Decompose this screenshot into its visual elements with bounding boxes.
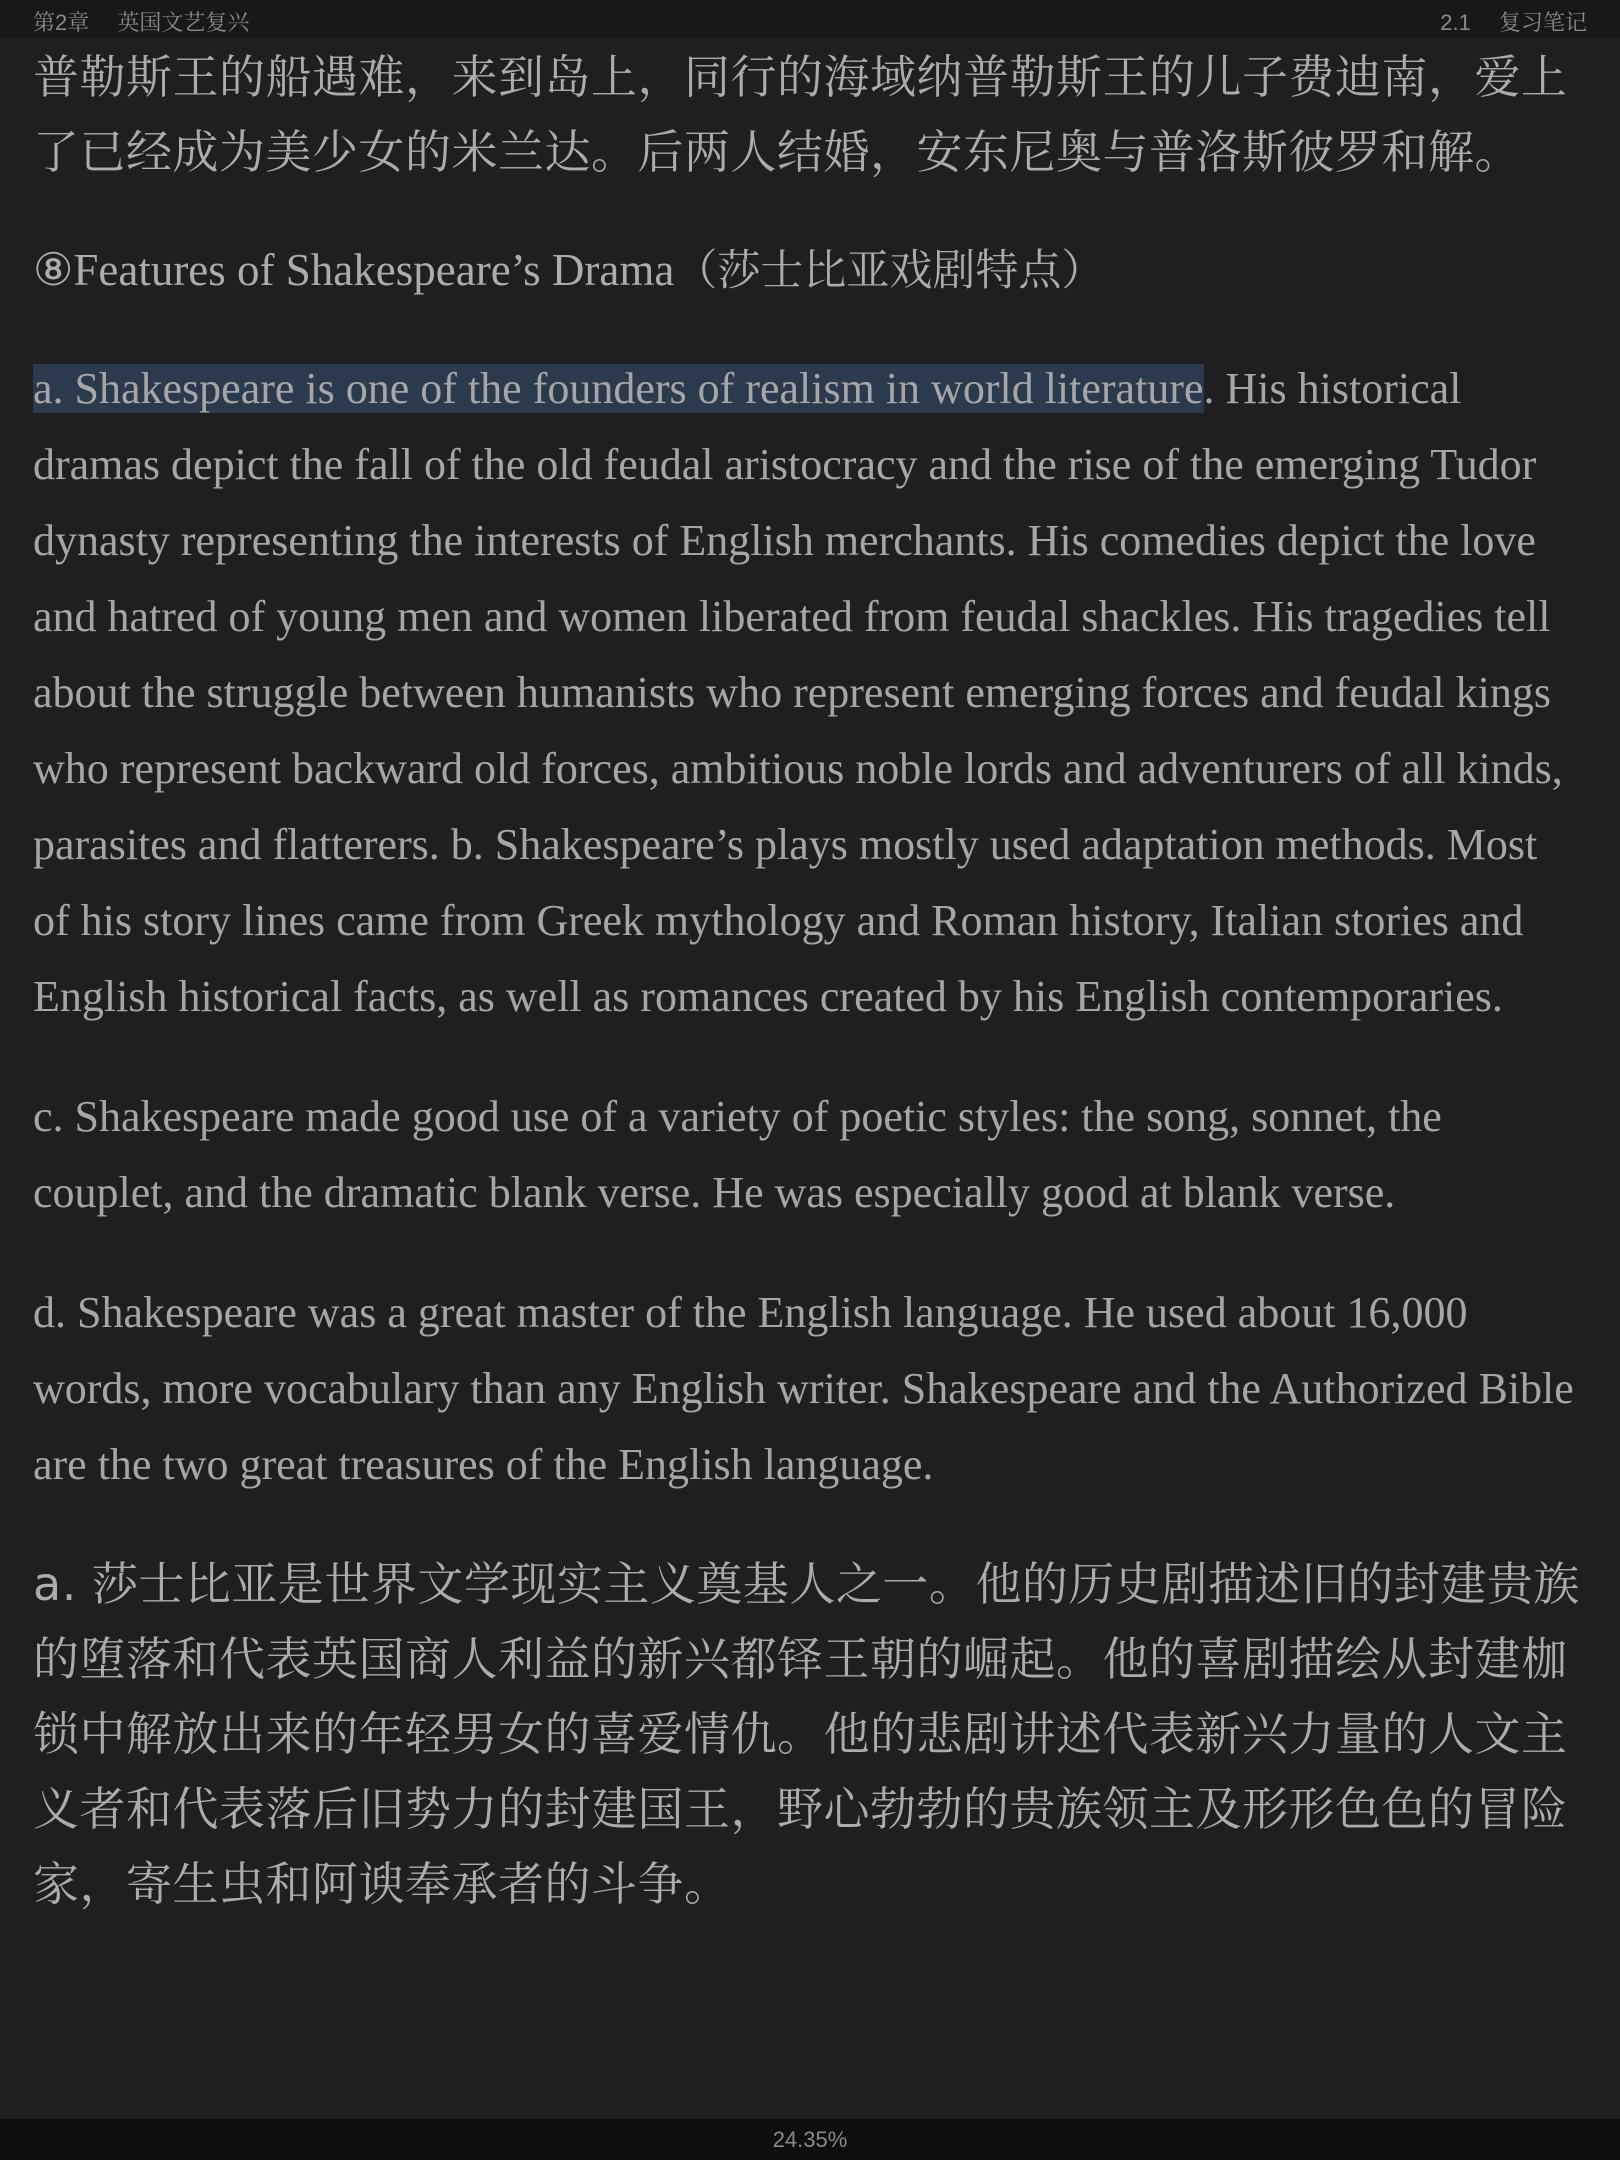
paragraph-chinese-translation[interactable]: a. 莎士比亚是世界文学现实主义奠基人之一。他的历史剧描述旧的封建贵族的堕落和代表英国商人利益的新兴都铎王朝的崛起。他的喜剧描绘从封建枷锁中解放出来的年轻男女的喜爱情仇。他的悲剧讲述代表新兴力量的人文主义者和代表落后旧势力的封建国王，野心勃勃的贵族领主及形形色色的冒险家，寄生虫和阿谀奉承者的斗争。 [33,1557,1580,1911]
section-heading[interactable] [33,232,1583,309]
paragraph-features-ab[interactable] [33,351,1583,1035]
paragraph-feature-d[interactable]: d. Shakespeare was a great master of the English language. He used about 16,000 words, more vocabulary than any English writer. Shakespeare and the Authorized Bible are the two great treasures of the English language. [33,1288,1574,1489]
section-number: 2.1 [1440,10,1471,35]
heading-chinese: （莎士比亚戏剧特点） [674,246,1105,296]
paragraph-feature-c[interactable]: c. Shakespeare made good use of a variety of poetic styles: the song, sonnet, the couplet, and the dramatic blank verse. He was especially good at blank verse. [33,1092,1442,1217]
highlighted-text[interactable]: a. Shakespeare is one of the founders of realism in world literature [33,364,1204,413]
paragraph-features-ab-rest: . His historical dramas depict the fall of the old feudal aristocracy and the rise of the emerging Tudor dynasty representing the interests of English merchants. His comedies depict the love and hatred of young men and women liberated from feudal shackles. His tragedies tell about the struggle between humanists who represent emerging forces and feudal kings who represent backward old forces, ambitious noble lords and adventurers of all kinds, parasites and flatterers. b. Shakespeare’s plays mostly used adaptation methods. Most of his story lines came from Greek mythology and Roman history, Italian stories and English historical facts, as well as romances created by his English contemporaries. [33,364,1563,1021]
chapter-info [33,6,249,37]
heading-english: ⑧Features of Shakespeare’s Drama [33,245,675,295]
reading-area[interactable] [33,40,1583,1922]
reader-header [0,0,1620,38]
reading-progress: 24.35% [772,2127,848,2152]
section-info [1440,6,1587,37]
paragraph-plot-summary[interactable]: 普勒斯王的船遇难，来到岛上，同行的海域纳普勒斯王的儿子费迪南，爱上了已经成为美少女的米兰达。后两人结婚，安东尼奥与普洛斯彼罗和解。 [33,50,1568,179]
chapter-title: 英国文艺复兴 [117,10,250,35]
chapter-number: 第2章 [33,10,90,35]
section-title: 复习笔记 [1498,10,1587,35]
reader-footer [0,2119,1620,2160]
